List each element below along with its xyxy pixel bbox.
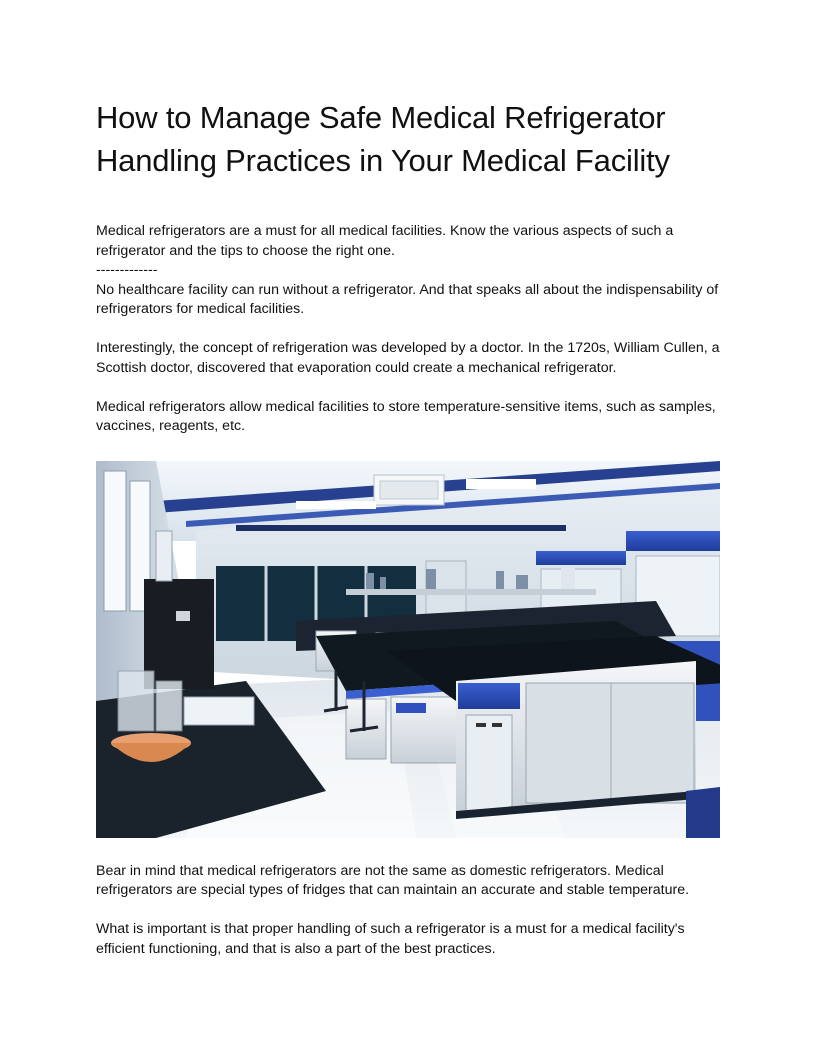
intro-paragraph: Medical refrigerators are a must for all medical facilities. Know the various aspects of such a refrigerator and the tips to choose the right one. — [96, 223, 674, 259]
paragraph-healthcare: No healthcare facility can run without a refrigerator. And that speaks all about the indispensability of refrigerators for medical facilities. — [96, 281, 719, 317]
separator-line: ------------- — [96, 262, 158, 278]
paragraph-history: Interestingly, the concept of refrigeration was developed by a doctor. In the 1720s, William Cullen, a Scottish doctor, discovered that evaporation could create a mechanical refrigerator. — [96, 340, 720, 376]
paragraph-storage: Medical refrigerators allow medical facilities to store temperature-sensitive items, such as samples, vaccines, reagents, etc. — [96, 398, 716, 434]
paragraph-handling: What is important is that proper handling of such a refrigerator is a must for a medical facility's efficient functioning, and that is also a part of the best practices. — [96, 921, 685, 957]
laboratory-photo — [96, 461, 720, 838]
document-body — [96, 96, 720, 959]
page-title: How to Manage Safe Medical Refrigerator Handling Practices in Your Medical Facility — [96, 100, 670, 178]
paragraph-difference: Bear in mind that medical refrigerators are not the same as domestic refrigerators. Medical refrigerators are special types of fridges that can maintain an accurate and stable temperature. — [96, 862, 690, 898]
